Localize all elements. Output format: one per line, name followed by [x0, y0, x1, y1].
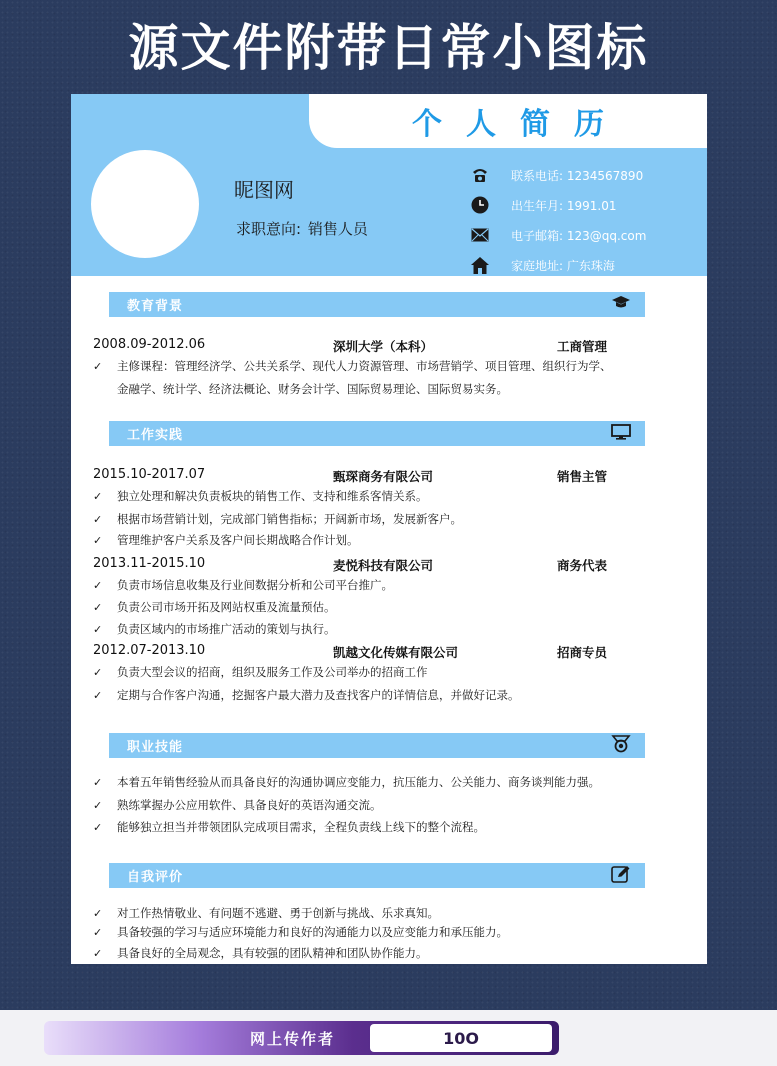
section-self-title: 自我评价 [127, 870, 184, 885]
skill-point: 本着五年销售经验从而具备良好的沟通协调应变能力，抗压能力、公关能力、商务谈判能力强。 [117, 775, 600, 789]
job-intent-value: 销售人员 [307, 220, 368, 238]
education-major: 工商管理 [557, 339, 608, 354]
graduation-cap-icon [611, 295, 631, 315]
footer-author-label: 网上传作者 [250, 1030, 336, 1048]
list-item [93, 661, 673, 684]
list-item [93, 529, 673, 552]
job-point: 管理维护客户关系及客户间长期战略合作计划。 [117, 533, 359, 547]
education-date: 2008.09-2012.06 [93, 337, 206, 352]
contact-email [471, 220, 701, 250]
skill-point: 能够独立担当并带领团队完成项目需求，全程负责线上线下的整个流程。 [117, 820, 485, 834]
contact-birth-text: 出生年月: 1991.01 [511, 198, 617, 213]
check-icon: ✓ [93, 623, 103, 636]
list-item [93, 921, 673, 944]
job-point: 负责公司市场开拓及网站权重及流量预估。 [117, 600, 336, 614]
section-work-title: 工作实践 [127, 428, 184, 443]
check-icon: ✓ [93, 689, 103, 702]
education-courses-1: 主修课程：管理经济学、公共关系学、现代人力资源管理、市场营销学、项目管理、组织行为学、 [117, 359, 612, 373]
job-date: 2015.10-2017.07 [93, 467, 206, 482]
self-point: 具备良好的全局观念，具有较强的团队精神和团队协作能力。 [117, 946, 428, 960]
education-school: 深圳大学（本科） [333, 339, 434, 354]
list-item [93, 378, 673, 401]
award-icon [611, 735, 631, 757]
section-skills [109, 733, 645, 758]
job-company: 甄琛商务有限公司 [333, 469, 434, 484]
phone-icon [471, 166, 489, 184]
resume-sheet [71, 94, 707, 964]
banner-title: 源文件附带日常小图标 [128, 19, 649, 77]
check-icon: ✓ [93, 360, 103, 373]
job-row [93, 556, 653, 574]
job-intent [234, 218, 368, 239]
self-point: 具备较强的学习与适应环境能力和良好的沟通能力以及应变能力和承压能力。 [117, 925, 508, 939]
job-point: 负责区域内的市场推广活动的策划与执行。 [117, 622, 336, 636]
list-item [93, 596, 673, 619]
check-icon: ✓ [93, 821, 103, 834]
contact-address-text: 家庭地址: 广东珠海 [511, 258, 615, 273]
person-name: 昵图网 [234, 178, 294, 202]
list-item [93, 816, 673, 839]
check-icon: ✓ [93, 579, 103, 592]
clock-icon [471, 196, 489, 214]
check-icon: ✓ [93, 490, 103, 503]
list-item [93, 794, 673, 817]
section-skills-title: 职业技能 [127, 740, 184, 755]
list-item [93, 618, 673, 641]
job-company: 凯越文化传媒有限公司 [333, 645, 459, 660]
job-company: 麦悦科技有限公司 [333, 558, 434, 573]
list-item [93, 508, 673, 531]
check-icon: ✓ [93, 907, 103, 920]
job-date: 2012.07-2013.10 [93, 643, 206, 658]
job-point: 独立处理和解决负责板块的销售工作、支持和维系客情关系。 [117, 489, 428, 503]
list-item [93, 942, 673, 964]
job-role: 销售主管 [557, 469, 608, 484]
list-item [93, 574, 673, 597]
list-item [93, 485, 673, 508]
job-intent-label: 求职意向: [236, 220, 302, 238]
check-icon: ✓ [93, 534, 103, 547]
job-role: 招商专员 [557, 645, 608, 660]
check-icon: ✓ [93, 926, 103, 939]
avatar [91, 150, 199, 258]
job-row [93, 643, 653, 661]
list-item [93, 771, 673, 794]
job-point: 根据市场营销计划，完成部门销售指标；开阔新市场，发展新客户。 [117, 512, 462, 526]
job-point: 负责大型会议的招商，组织及服务工作及公司举办的招商工作 [117, 665, 428, 679]
check-icon: ✓ [93, 513, 103, 526]
section-education-title: 教育背景 [127, 299, 184, 314]
contact-address [471, 250, 701, 280]
check-icon: ✓ [93, 776, 103, 789]
education-courses-2: 金融学、统计学、经济法概论、财务会计学、国际贸易理论、国际贸易实务。 [117, 382, 508, 396]
list-item [93, 355, 673, 378]
resume-header [71, 94, 707, 276]
job-row [93, 467, 653, 485]
check-icon: ✓ [93, 666, 103, 679]
check-icon: ✓ [93, 601, 103, 614]
section-self [109, 863, 645, 888]
contact-phone-text: 联系电话: 1234567890 [511, 168, 644, 183]
contact-birth [471, 190, 701, 220]
home-icon [471, 256, 489, 274]
contact-email-text: 电子邮箱: 123@qq.com [511, 228, 647, 243]
self-point: 对工作热情敬业、有问题不逃避、勇于创新与挑战、乐求真知。 [117, 906, 439, 920]
edit-icon [611, 865, 631, 887]
footer-number: 10O [370, 1024, 552, 1052]
check-icon: ✓ [93, 799, 103, 812]
list-item [93, 684, 673, 707]
mail-icon [471, 226, 489, 244]
contact-list [471, 160, 701, 280]
monitor-icon [611, 424, 631, 444]
job-point: 定期与合作客户沟通，挖掘客户最大潜力及查找客户的详情信息，并做好记录。 [117, 688, 520, 702]
skill-point: 熟练掌握办公应用软件、具备良好的英语沟通交流。 [117, 798, 382, 812]
resume-title: 个人简历 [309, 94, 707, 148]
job-date: 2013.11-2015.10 [93, 556, 206, 571]
check-icon: ✓ [93, 947, 103, 960]
job-point: 负责市场信息收集及行业间数据分析和公司平台推广。 [117, 578, 393, 592]
job-role: 商务代表 [557, 558, 608, 573]
education-row [93, 337, 653, 355]
contact-phone [471, 160, 701, 190]
section-education [109, 292, 645, 317]
section-work [109, 421, 645, 446]
